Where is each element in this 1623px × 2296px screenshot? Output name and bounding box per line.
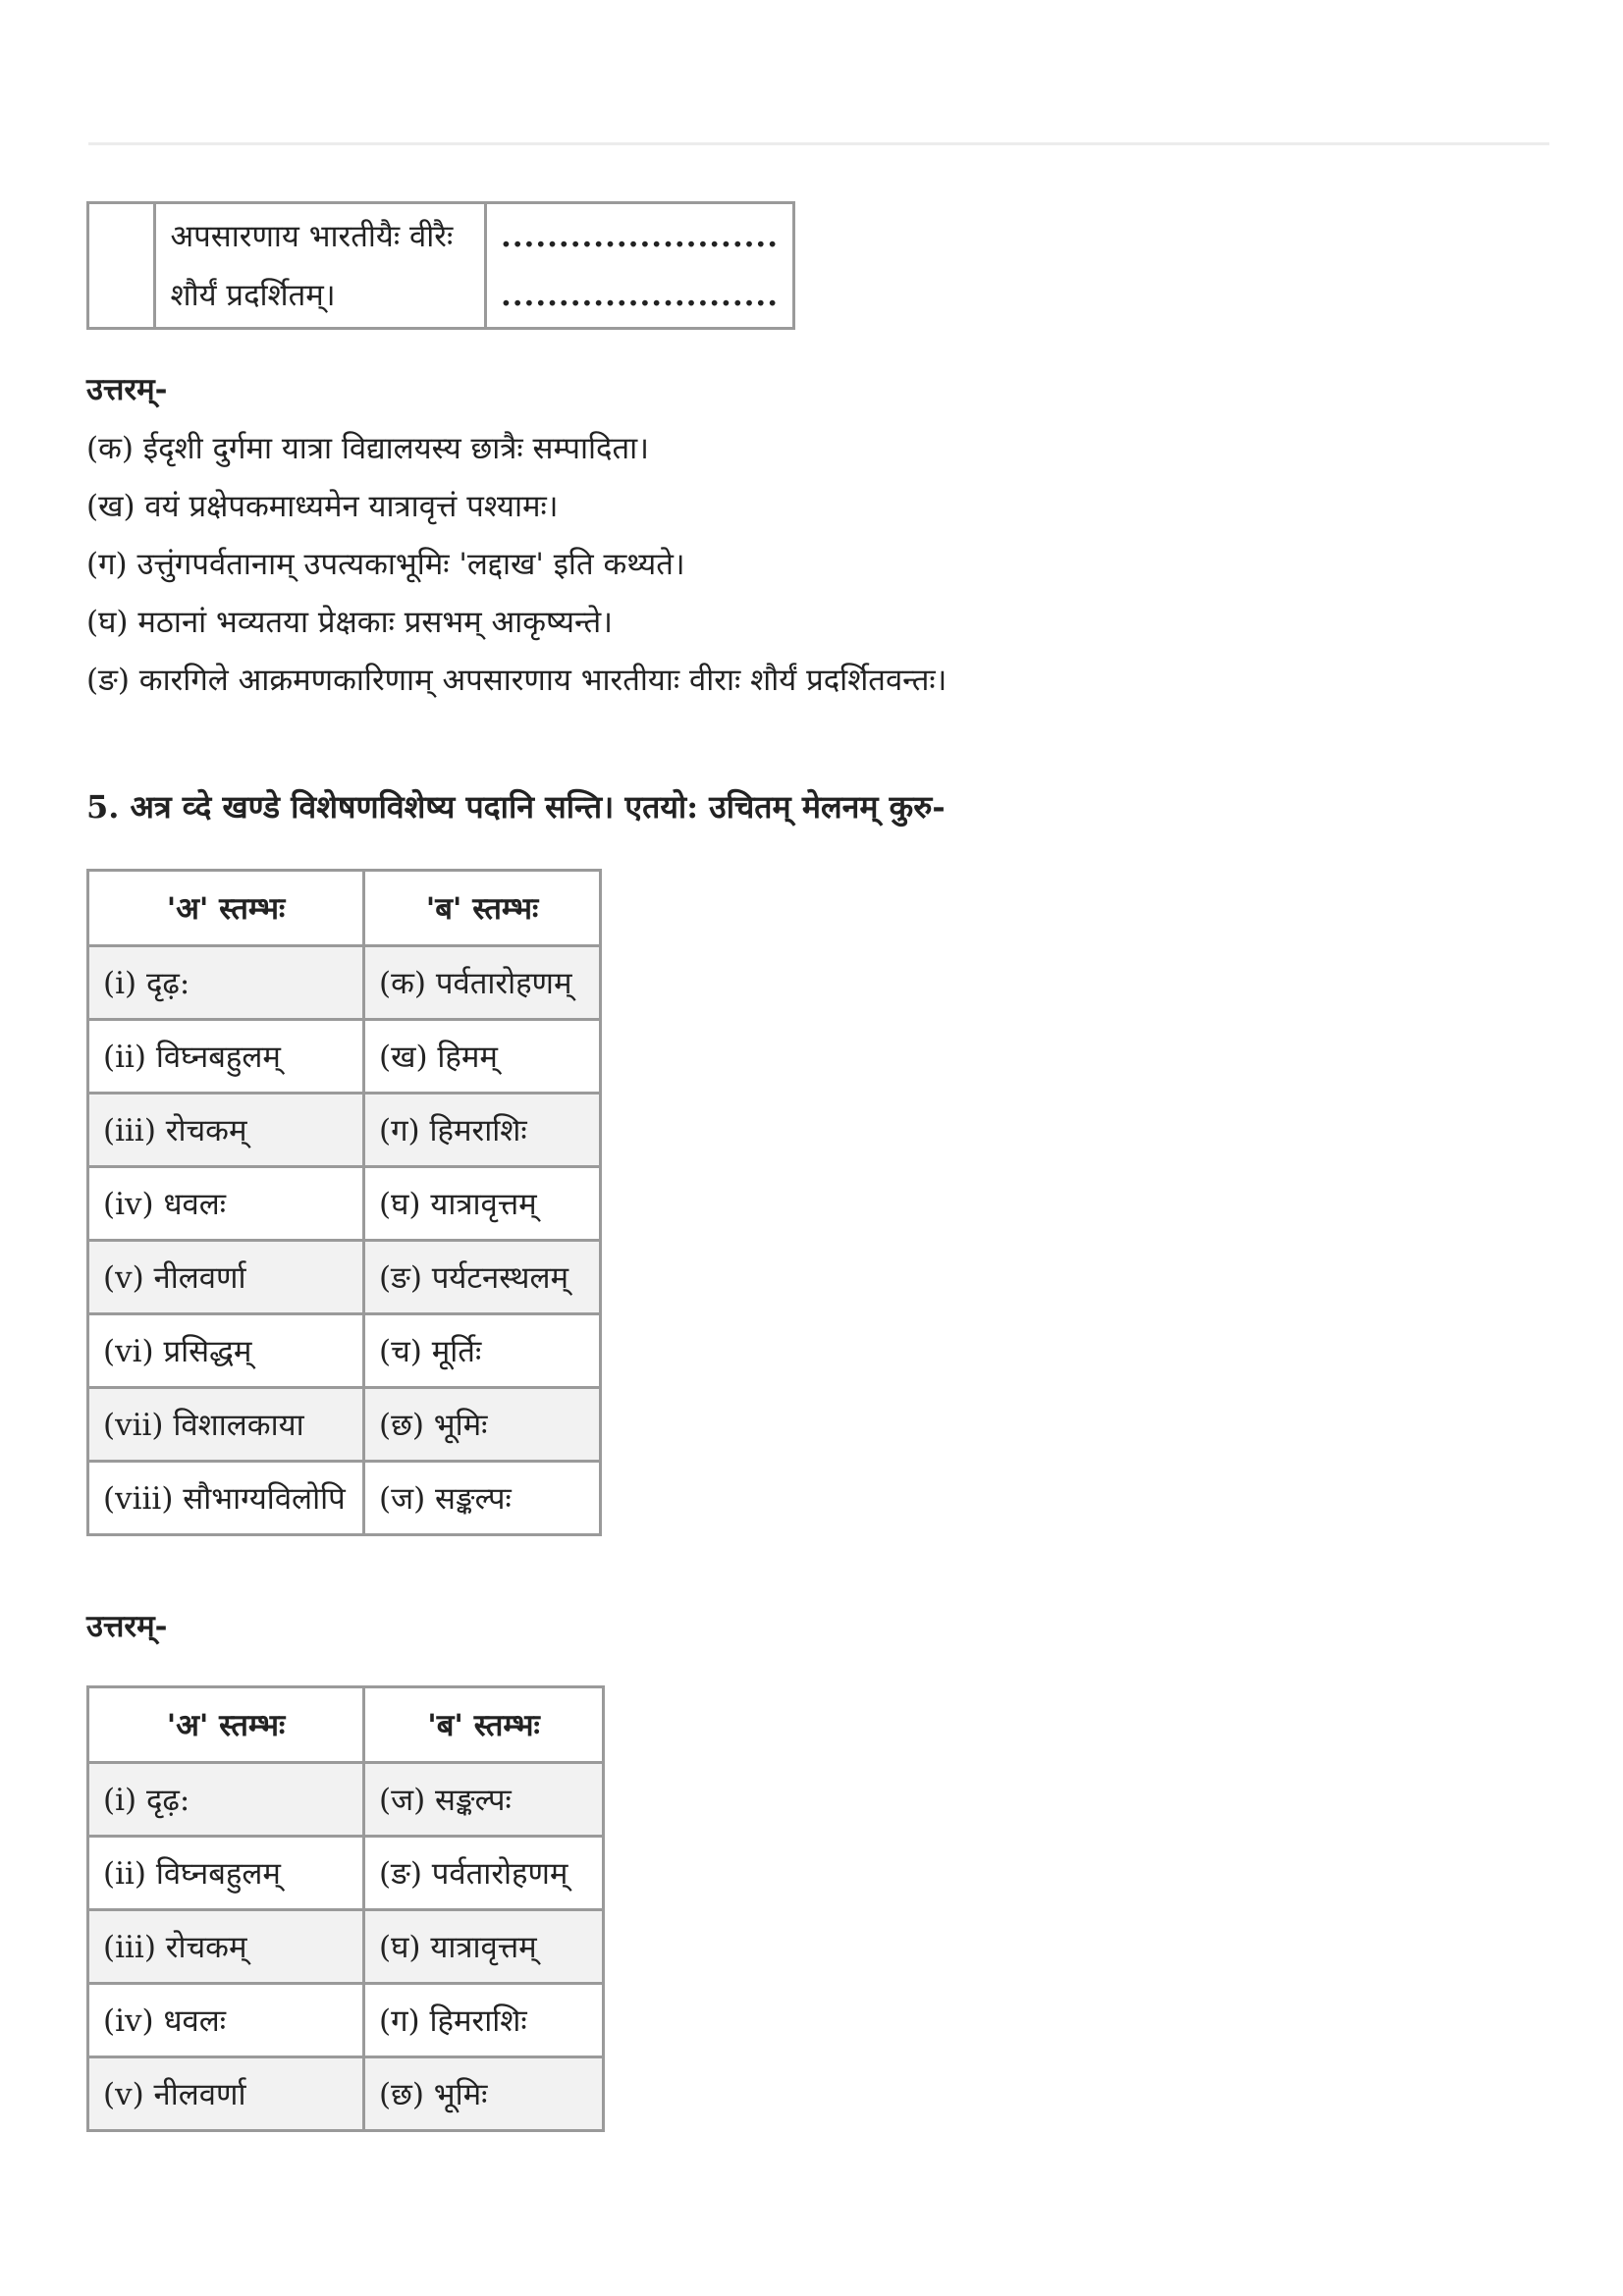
column-a-cell: (iv) धवलः [88,1167,364,1241]
column-b-cell: (ज) सङ्कल्पः [364,1763,604,1837]
table-row [88,1462,601,1535]
answer-line: (क) ईदृशी दुर्गमा यात्रा विद्यालयस्य छात्रैः सम्पादिता। [86,431,649,466]
header-row [88,871,601,946]
column-b-cell: (छ) भूमिः [364,2057,604,2131]
question-5-heading: 5. अत्र व्दे खण्डे विशेषणविशेष्य पदानि सन्ति। एतयो: उचितम् मेलनम् कुरु- [86,788,946,826]
blank-cell [485,203,793,329]
answer-heading: उत्तरम्- [86,372,168,407]
column-a-cell: (i) दृढ़: [88,1763,364,1837]
table-row [88,1984,604,2057]
answer-line: (ग) उत्तुंगपर्वतानाम् उपत्यकाभूमिः 'लद्दाख' इति कथ्यते। [86,547,685,582]
header-divider [88,142,1549,145]
table-row [88,2057,604,2131]
header-row [88,1687,604,1763]
answer-line: (घ) मठानां भव्यतया प्रेक्षकाः प्रसभम् आकृष्यन्ते। [86,605,613,640]
column-a-cell: (i) दृढ़: [88,946,364,1020]
table-row [88,203,794,329]
table-row [88,1763,604,1837]
column-a-cell: (vi) प्रसिद्धम् [88,1314,364,1388]
column-b-cell: (घ) यात्रावृत्तम् [364,1910,604,1984]
matching-table [86,869,602,1536]
table-row [88,1094,601,1167]
column-a-cell: (iii) रोचकम् [88,1910,364,1984]
table-row [88,1388,601,1462]
column-b-cell: (ङ) पर्यटनस्थलम् [364,1241,601,1314]
table-row [88,1241,601,1314]
sentence-cell [155,203,485,329]
column-header: 'अ' स्तम्भः [88,871,364,946]
blank-line: ........................ [500,218,779,254]
column-a-cell: (iii) रोचकम् [88,1094,364,1167]
column-b-cell: (ग) हिमराशिः [364,1984,604,2057]
column-b-cell: (घ) यात्रावृत्तम् [364,1167,601,1241]
table-row [88,946,601,1020]
column-a-cell: (v) नीलवर्णा [88,1241,364,1314]
column-header: 'अ' स्तम्भः [88,1687,364,1763]
column-b-cell: (च) मूर्तिः [364,1314,601,1388]
answer-line: (ख) वयं प्रक्षेपकमाध्यमेन यात्रावृत्तं पश्यामः। [86,489,559,524]
column-a-cell: (viii) सौभाग्यविलोपि [88,1462,364,1535]
column-b-cell: (ख) हिमम् [364,1020,601,1094]
column-b-cell: (छ) भूमिः [364,1388,601,1462]
table-row [88,1910,604,1984]
column-a-cell: (v) नीलवर्णा [88,2057,364,2131]
sentence-line: शौर्यं प्रदर्शितम्। [170,277,336,313]
table-row [88,1314,601,1388]
column-b-cell: (ङ) पर्वतारोहणम् [364,1837,604,1910]
sentence-line: अपसारणाय भारतीयैः वीरैः [170,218,454,254]
table-row [88,1837,604,1910]
column-b-cell: (ग) हिमराशिः [364,1094,601,1167]
answer-matching-table [86,1685,605,2132]
answer-line: (ङ) कारगिले आक्रमणकारिणाम् अपसारणाय भारतीयाः वीराः शौर्यं प्रदर्शितवन्तः। [86,663,947,698]
table-row [88,1167,601,1241]
answer-list [86,420,947,710]
column-a-cell: (ii) विघ्नबहुलम् [88,1837,364,1910]
column-a-cell: (iv) धवलः [88,1984,364,2057]
blank-line: ........................ [500,277,779,313]
column-header: 'ब' स्तम्भः [364,871,601,946]
column-a-cell: (ii) विघ्नबहुलम् [88,1020,364,1094]
column-header: 'ब' स्तम्भः [364,1687,604,1763]
column-b-cell: (क) पर्वतारोहणम् [364,946,601,1020]
answer-heading: उत्तरम्- [86,1609,168,1644]
question-table-continuation [86,201,795,330]
column-b-cell: (ज) सङ्कल्पः [364,1462,601,1535]
serial-cell [88,203,155,329]
table-row [88,1020,601,1094]
column-a-cell: (vii) विशालकाया [88,1388,364,1462]
